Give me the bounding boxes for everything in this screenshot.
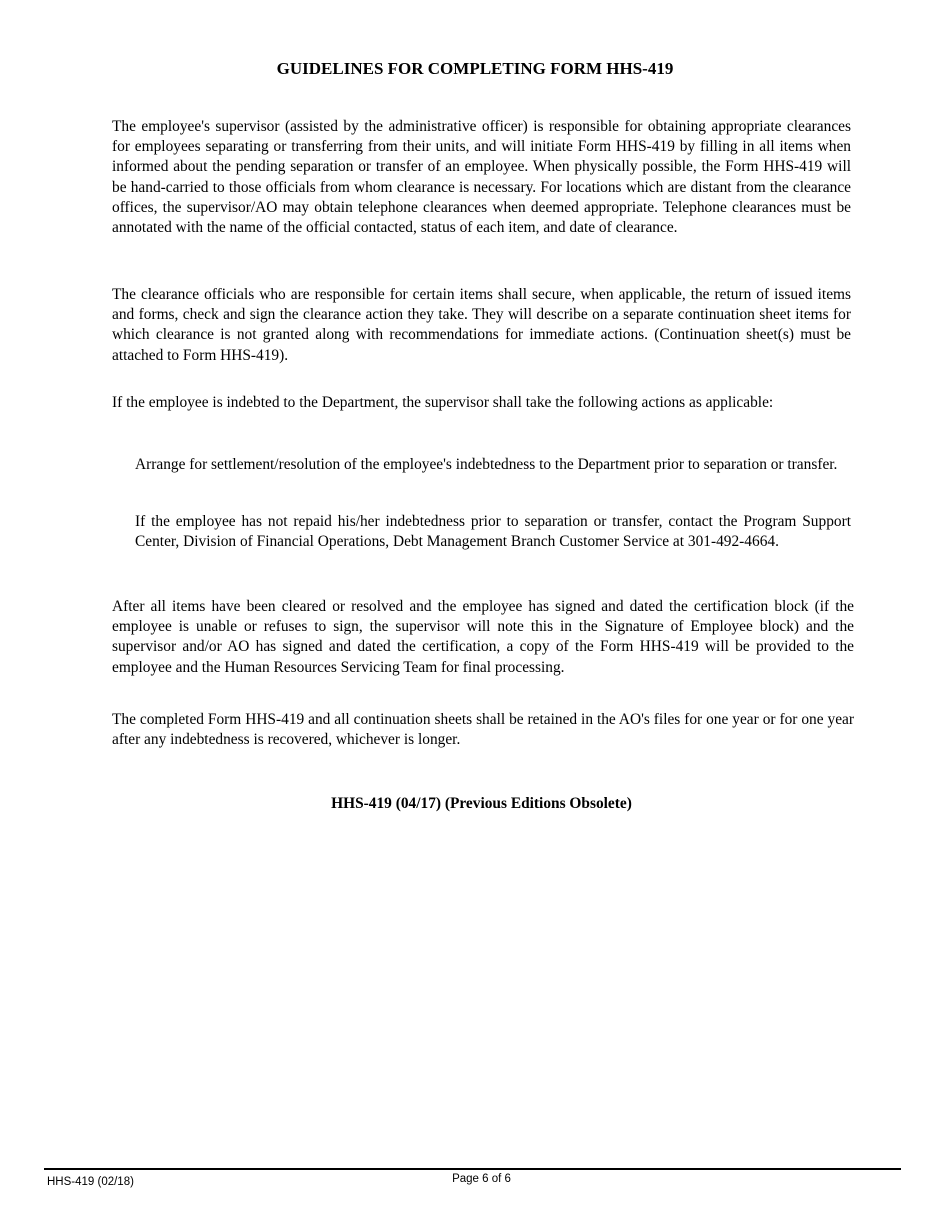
- footer-divider: [44, 1168, 901, 1170]
- paragraph-retention: The completed Form HHS-419 and all continuation sheets shall be retained in the AO's files for one year or for one year after any indebtedness is recovered, whichever is longer.: [112, 711, 854, 749]
- footer-form-id: HHS-419 (02/18): [47, 1176, 134, 1188]
- paragraph-clearance-officials: The clearance officials who are responsible for certain items shall secure, when applicable, the return of issued items and forms, check and sign the clearance action they take. They will describe on a separate continuation sheet items for which clearance is not granted along with recommendations for immediate actions. (Continuation sheet(s) must be attached to Form HHS-419).: [112, 286, 851, 364]
- paragraph-indebtedness-intro: If the employee is indebted to the Department, the supervisor shall take the following actions as applicable:: [112, 394, 774, 411]
- edition-note: HHS-419 (04/17) (Previous Editions Obsolete): [331, 795, 632, 812]
- paragraph-indebtedness-contact: If the employee has not repaid his/her indebtedness prior to separation or transfer, contact the Program Support Center, Division of Financial Operations, Debt Management Branch Customer Service at 301-492-4664.: [135, 513, 851, 551]
- document-title: GUIDELINES FOR COMPLETING FORM HHS-419: [276, 59, 674, 78]
- paragraph-supervisor-responsibility: The employee's supervisor (assisted by the administrative officer) is responsible for obtaining appropriate clearances for employees separating or transferring from their units, and will initiate Form HHS-419 by filling in all items when informed about the pending separation or transfer of an employee. When physically possible, the Form HHS-419 will be hand-carried to those officials from whom clearance is necessary. For locations which are distant from the clearance offices, the supervisor/AO may obtain telephone clearances when deemed appropriate. Telephone clearances must be annotated with the name of the official contacted, status of each item, and date of clearance.: [112, 118, 851, 237]
- footer-page-number: Page 6 of 6: [452, 1173, 511, 1185]
- paragraph-indebtedness-settlement: Arrange for settlement/resolution of the employee's indebtedness to the Department prior to separation or transfer.: [135, 456, 838, 473]
- paragraph-final-processing: After all items have been cleared or resolved and the employee has signed and dated the certification block (if the employee is unable or refuses to sign, the supervisor will note this in the Signature of Employee block) and the supervisor and/or AO has signed and dated the certification, a copy of the Form HHS-419 will be provided to the employee and the Human Resources Servicing Team for final processing.: [112, 598, 854, 676]
